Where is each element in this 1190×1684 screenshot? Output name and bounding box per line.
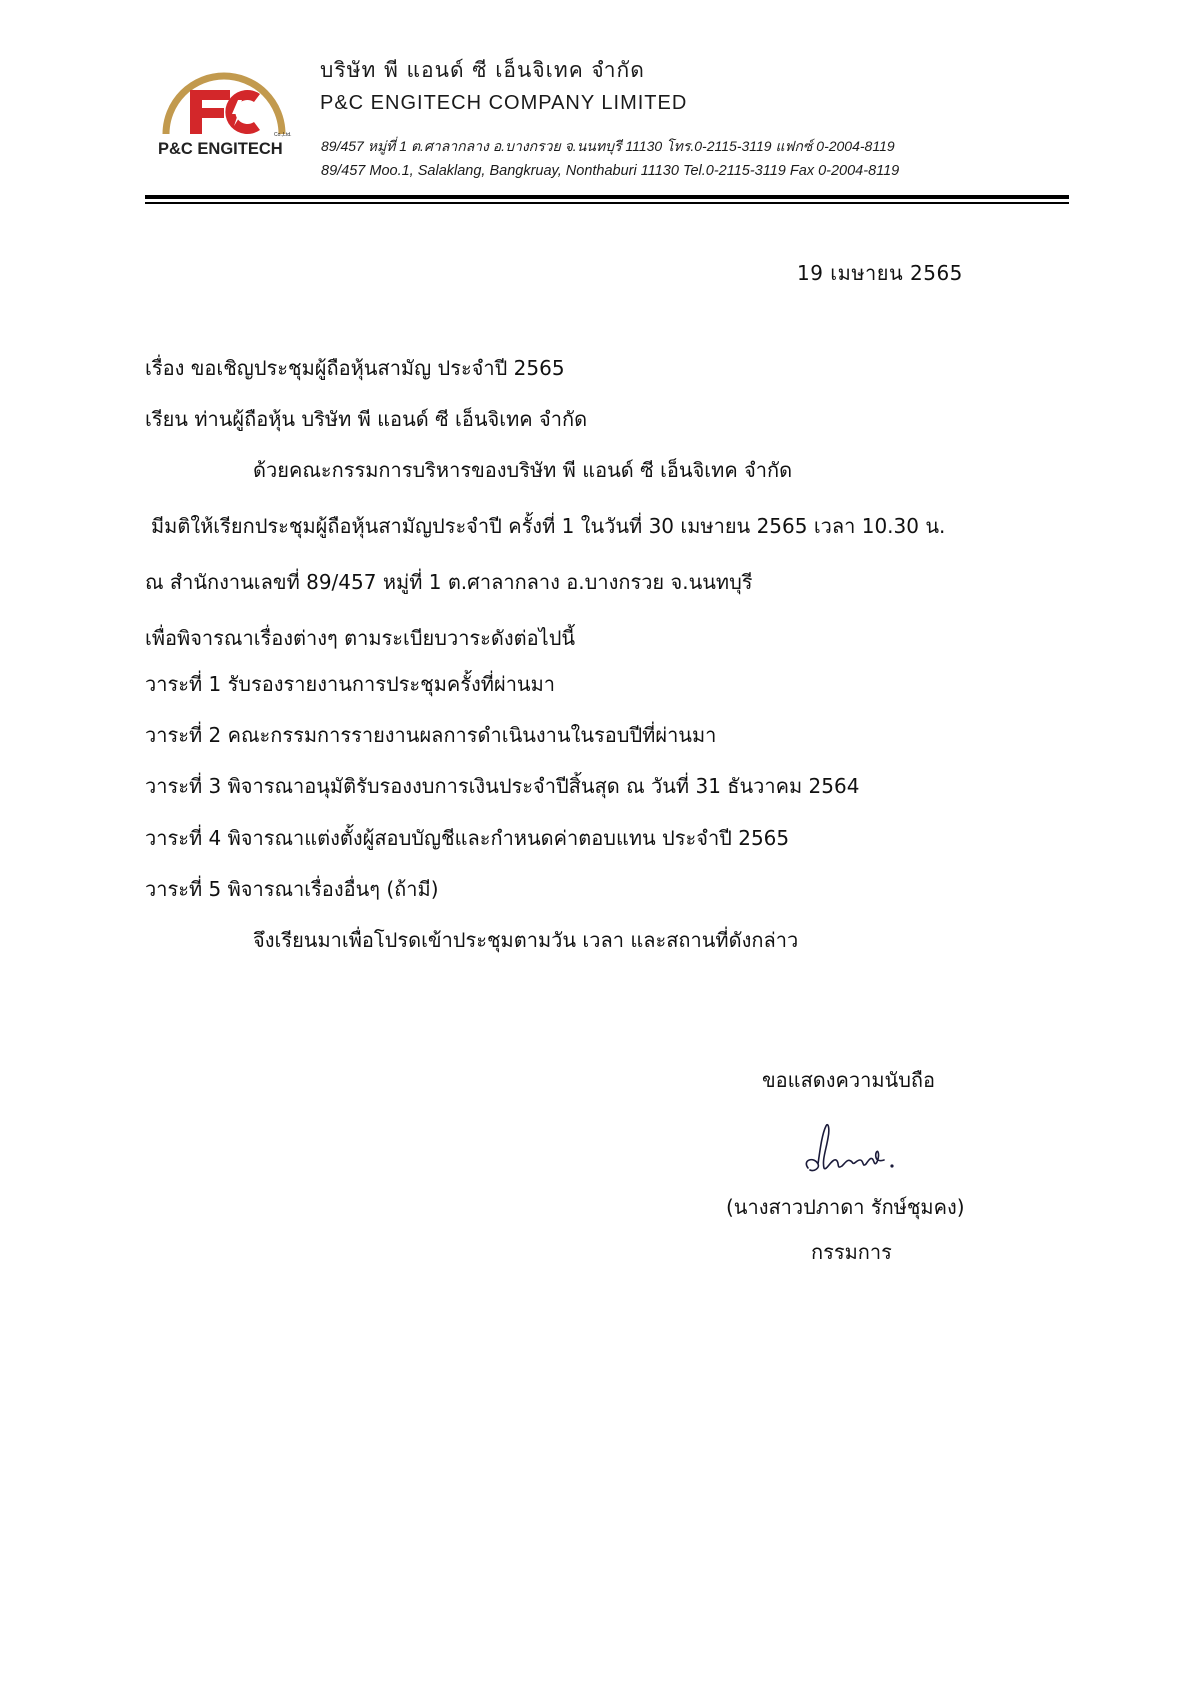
letter-salutation: เรียน ท่านผู้ถือหุ้น บริษัท พี แอนด์ ซี เอ็นจิเทค จำกัด xyxy=(145,407,588,431)
company-logo xyxy=(156,64,292,160)
agenda-item: วาระที่ 1 รับรองรายงานการประชุมครั้งที่ผ่านมา xyxy=(145,672,556,696)
company-name-english: P&C ENGITECH COMPANY LIMITED xyxy=(320,92,688,114)
body-paragraph-1: ด้วยคณะกรรมการบริหารของบริษัท พี แอนด์ ซี เอ็นจิเทค จำกัด xyxy=(253,458,793,482)
body-paragraph-2: มีมติให้เรียกประชุมผู้ถือหุ้นสามัญประจำปี ครั้งที่ 1 ในวันที่ 30 เมษายน 2565 เวลา 10.30 น. xyxy=(151,514,946,538)
body-paragraph-4: เพื่อพิจารณาเรื่องต่างๆ ตามระเบียบวาระดังต่อไปนี้ xyxy=(145,626,576,650)
letter-date: 19 เมษายน 2565 xyxy=(797,261,963,285)
handwritten-signature-icon xyxy=(800,1120,910,1180)
closing-paragraph: จึงเรียนมาเพื่อโปรดเข้าประชุมตามวัน เวลา และสถานที่ดังกล่าว xyxy=(253,928,799,952)
fc-logo-icon xyxy=(156,64,292,160)
address-english: 89/457 Moo.1, Salaklang, Bangkruay, Nonthaburi 11130 Tel.0-2115-3119 Fax 0-2004-8119 xyxy=(321,163,900,179)
agenda-item: วาระที่ 4 พิจารณาแต่งตั้งผู้สอบบัญชีและกำหนดค่าตอบแทน ประจำปี 2565 xyxy=(145,826,790,850)
signer-title: กรรมการ xyxy=(811,1240,892,1264)
letter-subject: เรื่อง ขอเชิญประชุมผู้ถือหุ้นสามัญ ประจำปี 2565 xyxy=(145,356,565,380)
regards-line: ขอแสดงความนับถือ xyxy=(762,1068,936,1092)
header-divider-thick xyxy=(145,195,1069,199)
signer-name: (นางสาวปภาดา รักษ์ชุมคง) xyxy=(726,1195,965,1219)
svg-text:Co.,Ltd.: Co.,Ltd. xyxy=(274,132,292,138)
logo-text: P&C ENGITECH xyxy=(158,140,283,158)
agenda-item: วาระที่ 3 พิจารณาอนุมัติรับรองงบการเงินประจำปีสิ้นสุด ณ วันที่ 31 ธันวาคม 2564 xyxy=(145,774,860,798)
agenda-item: วาระที่ 5 พิจารณาเรื่องอื่นๆ (ถ้ามี) xyxy=(145,877,439,901)
header-divider-thin xyxy=(145,202,1069,204)
company-name-thai: บริษัท พี แอนด์ ซี เอ็นจิเทค จำกัด xyxy=(320,58,645,82)
address-thai: 89/457 หมู่ที่ 1 ต.ศาลากลาง อ.บางกรวย จ.นนทบุรี 11130 โทร.0-2115-3119 แฟกซ์ 0-2004-8119 xyxy=(321,138,895,154)
body-paragraph-3: ณ สำนักงานเลขที่ 89/457 หมู่ที่ 1 ต.ศาลากลาง อ.บางกรวย จ.นนทบุรี xyxy=(145,570,753,594)
agenda-item: วาระที่ 2 คณะกรรมการรายงานผลการดำเนินงานในรอบปีที่ผ่านมา xyxy=(145,723,717,747)
